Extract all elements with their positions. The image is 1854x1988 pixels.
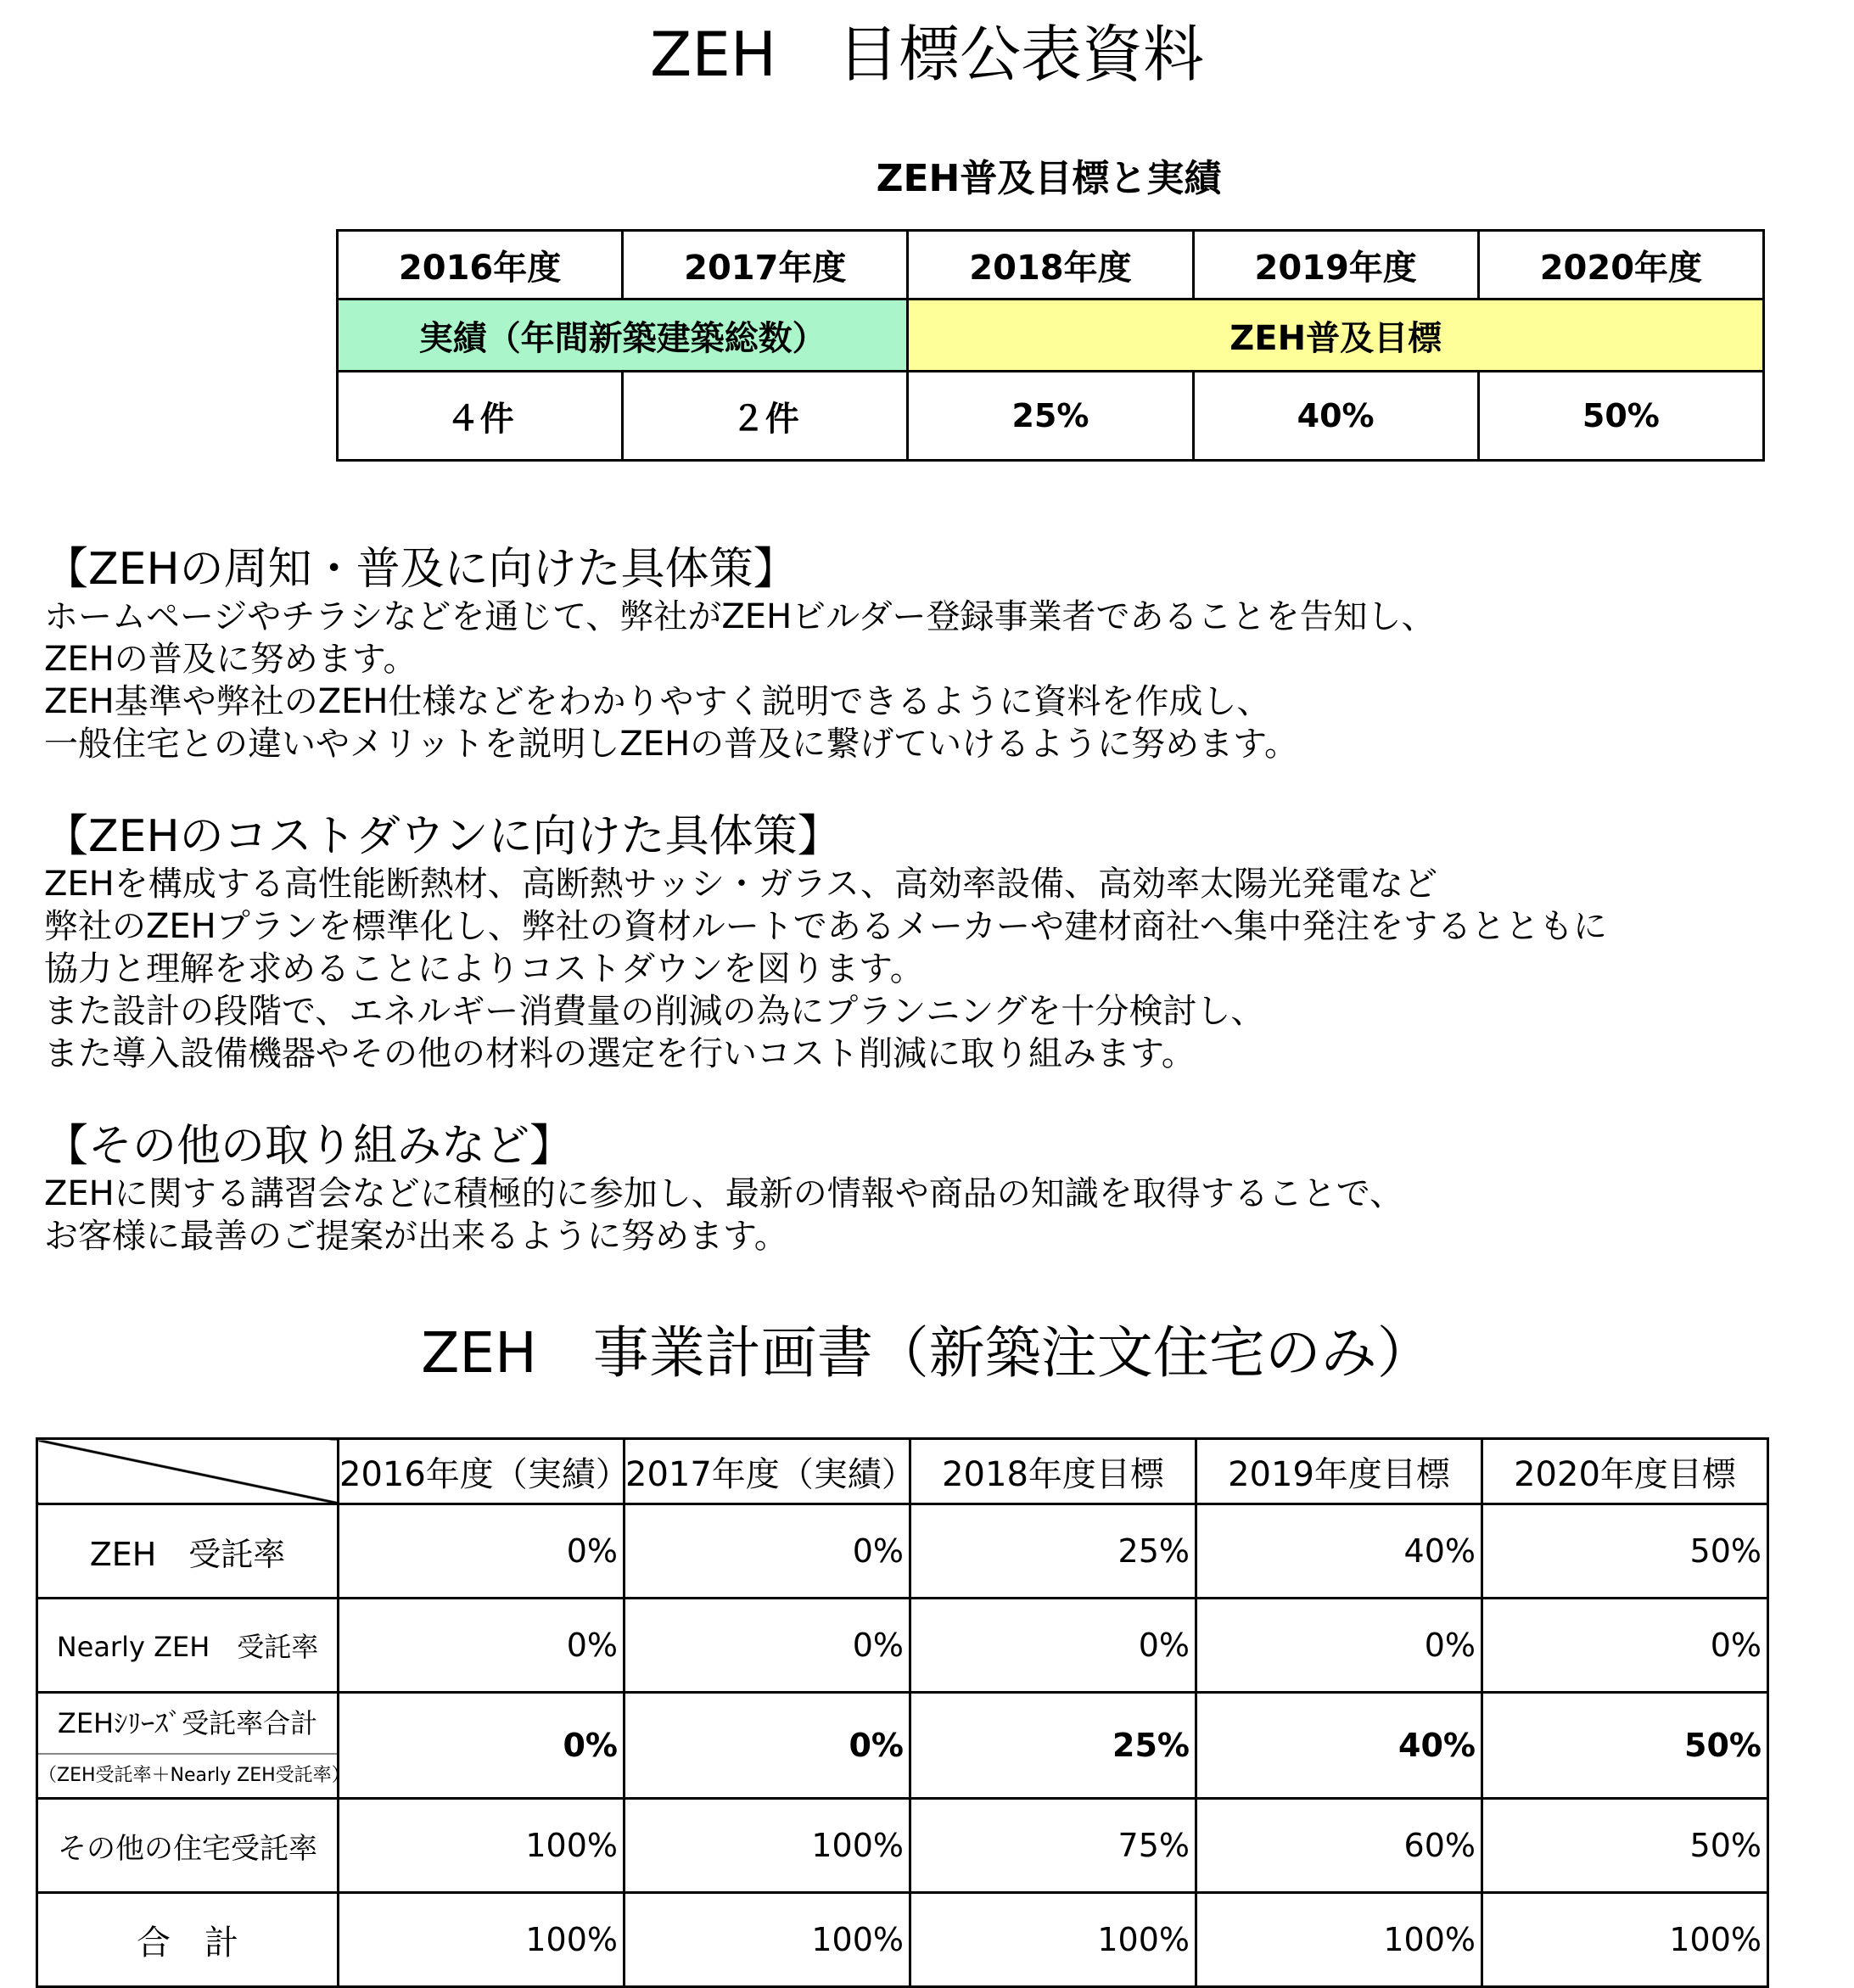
rate-cell: 100% — [339, 1893, 625, 1987]
plan-year-header: 2020年度目標 — [1482, 1439, 1768, 1504]
year-header: 2017年度 — [623, 231, 908, 300]
rate-cell: 0% — [1196, 1599, 1482, 1693]
row-label: ZEHｼﾘｰｽﾞ受託率合計 — [38, 1694, 337, 1755]
rate-cell: 40% — [1196, 1504, 1482, 1599]
section-heading: 【ZEHのコストダウンに向けた具体策】 — [44, 811, 842, 862]
rate-cell: 0% — [1482, 1599, 1768, 1693]
section-heading: 【ZEHの周知・普及に向けた具体策】 — [44, 544, 798, 595]
plan-year-header: 2016年度（実績） — [339, 1439, 625, 1504]
value-cell: 25% — [908, 372, 1193, 461]
rate-cell: 75% — [910, 1799, 1196, 1893]
year-header: 2016年度 — [338, 231, 623, 300]
section-line: ホームページやチラシなどを通じて、弊社がZEHビルダー登録事業者であることを告知し、 — [44, 597, 1436, 636]
section-line: ZEH基準や弊社のZEH仕様などをわかりやすく説明できるように資料を作成し、 — [44, 682, 1271, 721]
section-line: 協力と理解を求めることによりコストダウンを図ります。 — [44, 949, 924, 988]
table-row — [37, 1599, 1768, 1693]
plan-year-header: 2017年度（実績） — [625, 1439, 910, 1504]
value-cell: 40% — [1193, 372, 1478, 461]
rate-cell: 50% — [1482, 1504, 1768, 1599]
page-title: ZEH 目標公表資料 — [650, 19, 1204, 90]
section-line: お客様に最善のご提案が出来るように努めます。 — [44, 1217, 788, 1256]
rate-cell: 60% — [1196, 1799, 1482, 1893]
rate-cell: 100% — [1482, 1893, 1768, 1987]
rate-cell: 0% — [625, 1693, 910, 1799]
section-line: 弊社のZEHプランを標準化し、弊社の資材ルートであるメーカーや建材商社へ集中発注をするとともに — [44, 907, 1607, 946]
rate-cell: 50% — [1482, 1799, 1768, 1893]
rate-cell: 25% — [910, 1693, 1196, 1799]
target-label: ZEH普及目標 — [908, 300, 1764, 372]
row-label: 合 計 — [37, 1893, 339, 1987]
rate-cell: 100% — [625, 1799, 910, 1893]
diagonal-corner-cell — [37, 1439, 339, 1504]
rate-cell: 100% — [625, 1893, 910, 1987]
section-cost-down — [44, 810, 1826, 1075]
target-table-caption: ZEH普及目標と実績 — [876, 157, 1222, 200]
rate-cell: 0% — [625, 1504, 910, 1599]
section-line: また導入設備機器やその他の材料の選定を行いコスト削減に取り組みます。 — [44, 1034, 1196, 1073]
section-heading: 【その他の取り組みなど】 — [44, 1121, 574, 1172]
section-awareness — [44, 543, 1826, 765]
rate-cell: 100% — [1196, 1893, 1482, 1987]
row-sublabel: （ZEH受託率＋Nearly ZEH受託率） — [38, 1765, 350, 1786]
table-row — [37, 1693, 1768, 1799]
section-line: 一般住宅との違いやメリットを説明しZEHの普及に繋げていけるように努めます。 — [44, 725, 1298, 764]
value-cell: 50% — [1478, 372, 1763, 461]
section-line: また設計の段階で、エネルギー消費量の削減の為にプランニングを十分検討し、 — [44, 992, 1265, 1031]
year-header: 2020年度 — [1478, 231, 1763, 300]
plan-title: ZEH 事業計画書（新築注文住宅のみ） — [421, 1320, 1433, 1386]
rate-cell: 40% — [1196, 1693, 1482, 1799]
rate-cell: 0% — [339, 1599, 625, 1693]
value-cell: ４件 — [338, 372, 623, 461]
row-label: ZEH 受託率 — [37, 1504, 339, 1599]
rate-cell: 100% — [910, 1893, 1196, 1987]
row-label: その他の住宅受託率 — [37, 1799, 339, 1893]
table-row — [37, 1893, 1768, 1987]
section-line: ZEHを構成する高性能断熱材、高断熱サッシ・ガラス、高効率設備、高効率太陽光発電など — [44, 865, 1437, 904]
plan-year-header: 2018年度目標 — [910, 1439, 1196, 1504]
table-row — [37, 1504, 1768, 1599]
rate-cell: 0% — [625, 1599, 910, 1693]
zeh-target-table — [336, 229, 1765, 462]
plan-year-header: 2019年度目標 — [1196, 1439, 1482, 1504]
rate-cell: 0% — [339, 1504, 625, 1599]
table-row — [37, 1799, 1768, 1893]
section-line: ZEHに関する講習会などに積極的に参加し、最新の情報や商品の知識を取得することで、 — [44, 1174, 1403, 1213]
rate-cell: 0% — [910, 1599, 1196, 1693]
row-label-group — [37, 1693, 350, 1799]
rate-cell: 100% — [339, 1799, 625, 1893]
section-line: ZEHの普及に努めます。 — [44, 640, 417, 679]
rate-cell: 25% — [910, 1504, 1196, 1599]
year-header: 2018年度 — [908, 231, 1193, 300]
value-cell: ２件 — [623, 372, 908, 461]
business-plan-table — [36, 1437, 1769, 1988]
section-other — [44, 1120, 1826, 1257]
actual-label: 実績（年間新築建築総数） — [338, 300, 908, 372]
year-header: 2019年度 — [1193, 231, 1478, 300]
rate-cell: 50% — [1482, 1693, 1768, 1799]
row-label: Nearly ZEH 受託率 — [37, 1599, 339, 1693]
rate-cell: 0% — [339, 1693, 625, 1799]
